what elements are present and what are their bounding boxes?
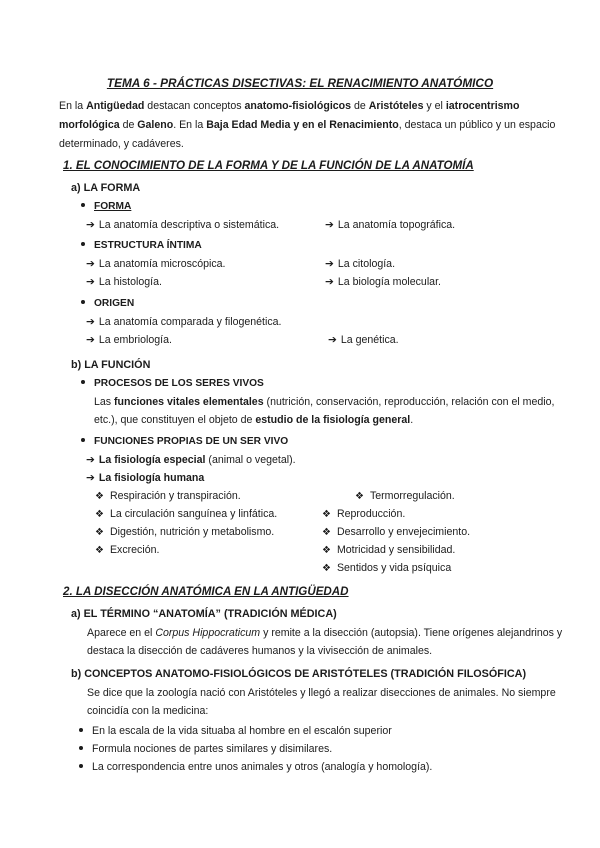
humana-item — [355, 489, 455, 504]
estructura-row1-left — [86, 257, 226, 271]
intro-line-3: determinado, y cadáveres. — [59, 138, 184, 150]
item-text: Termorregulación. — [369, 490, 455, 502]
arrow-right-icon: ➔ — [86, 316, 95, 328]
diamond-bullet-icon: ❖ — [322, 545, 331, 556]
section-2a-line-2: destaca la disección de cadáveres humanos y la vivisección de animales. — [87, 645, 433, 657]
body-text: (animal o vegetal). — [205, 454, 296, 466]
body-bold: funciones vitales elementales — [114, 396, 264, 408]
procesos-line-2 — [94, 413, 413, 427]
item-text: La anatomía comparada y filogenética. — [98, 316, 282, 328]
bullet-dot-icon — [81, 438, 85, 442]
bullet-dot-icon — [79, 746, 83, 750]
document-title: TEMA 6 - PRÁCTICAS DISECTIVAS: EL RENACIMIENTO ANATÓMICO — [106, 76, 494, 90]
item-text: Reproducción. — [336, 508, 406, 520]
section-2b-heading: b) CONCEPTOS ANATOMO-FISIOLÓGICOS DE ARISTÓTELES (TRADICIÓN FILOSÓFICA) — [71, 668, 527, 680]
item-text: Excreción. — [109, 544, 160, 556]
intro-text: de — [119, 119, 138, 131]
humana-item — [322, 525, 470, 540]
body-text: . — [410, 414, 414, 426]
humana-item — [322, 561, 451, 576]
item-text: La anatomía descriptiva o sistemática. — [98, 219, 280, 231]
estructura-row1-right — [325, 257, 395, 271]
humana-item — [95, 489, 241, 504]
origen-row1 — [86, 315, 281, 329]
diamond-bullet-icon: ❖ — [322, 527, 331, 538]
aristoteles-bullet — [79, 742, 332, 756]
arrow-right-icon: ➔ — [86, 258, 95, 270]
humana-item — [322, 543, 455, 558]
arrow-right-icon: ➔ — [328, 334, 337, 346]
section-2a-heading: a) EL TÉRMINO “ANATOMÍA” (TRADICIÓN MÉDICA) — [71, 608, 337, 620]
aristoteles-bullet — [79, 760, 432, 774]
origen-row2-right — [328, 333, 399, 347]
estructura-row2-left — [86, 275, 162, 289]
diamond-bullet-icon: ❖ — [322, 563, 331, 574]
arrow-right-icon: ➔ — [86, 276, 95, 288]
item-text: La correspondencia entre unos animales y otros (analogía y homología). — [92, 761, 433, 773]
estructura-label: ESTRUCTURA ÍNTIMA — [94, 240, 202, 251]
forma-label: FORMA — [94, 201, 132, 212]
fisiologia-humana — [86, 471, 204, 485]
humana-item — [95, 525, 274, 540]
bullet-origen — [81, 297, 134, 311]
section-2b-line-1: Se dice que la zoología nació con Aristóteles y llegó a realizar disecciones de animales. No siempre — [87, 687, 556, 699]
item-text: Desarrollo y envejecimiento. — [336, 526, 471, 538]
arrow-right-icon: ➔ — [86, 454, 95, 466]
body-text: y remite a la disección (autopsia). Tiene orígenes alejandrinos y — [260, 627, 563, 639]
item-text: La histología. — [98, 276, 162, 288]
item-text: Motricidad y sensibilidad. — [336, 544, 456, 556]
intro-text: de — [351, 100, 369, 112]
forma-left — [86, 218, 279, 232]
body-text: etc.), que constituyen el objeto de — [94, 414, 256, 426]
item-text: La circulación sanguínea y linfática. — [109, 508, 278, 520]
forma-right — [325, 218, 455, 232]
body-text: Las — [94, 396, 115, 408]
bullet-funciones — [81, 435, 288, 449]
humana-item — [322, 507, 405, 522]
diamond-bullet-icon: ❖ — [95, 545, 104, 556]
intro-text: , destaca un público y un espacio — [398, 119, 556, 131]
intro-bold: iatrocentrismo — [445, 100, 520, 112]
body-text: Aparece en el — [87, 627, 156, 639]
bullet-dot-icon — [81, 300, 85, 304]
diamond-bullet-icon: ❖ — [95, 509, 104, 520]
procesos-label: PROCESOS DE LOS SERES VIVOS — [94, 378, 264, 389]
bullet-estructura — [81, 239, 202, 253]
bullet-dot-icon — [79, 728, 83, 732]
item-text: La genética. — [340, 334, 399, 346]
item-text: Formula nociones de partes similares y disimilares. — [92, 743, 333, 755]
procesos-line-1 — [94, 395, 554, 409]
aristoteles-bullet — [79, 724, 392, 738]
arrow-right-icon: ➔ — [325, 258, 334, 270]
arrow-right-icon: ➔ — [86, 472, 95, 484]
item-text: La anatomía topográfica. — [337, 219, 456, 231]
item-text: Sentidos y vida psíquica — [336, 562, 452, 574]
diamond-bullet-icon: ❖ — [322, 509, 331, 520]
intro-bold: Galeno — [137, 119, 174, 131]
item-text: En la escala de la vida situaba al hombre en el escalón superior — [92, 725, 392, 737]
diamond-bullet-icon: ❖ — [355, 491, 364, 502]
intro-bold: Antigüedad — [86, 100, 145, 112]
body-bold: La fisiología especial — [98, 454, 206, 466]
intro-line-2 — [59, 118, 555, 132]
section-2a-line-1 — [87, 626, 562, 640]
funciones-label: FUNCIONES PROPIAS DE UN SER VIVO — [94, 436, 289, 447]
item-text: La anatomía microscópica. — [98, 258, 226, 270]
bullet-dot-icon — [81, 242, 85, 246]
intro-bold: Baja Edad Media y en el Renacimiento — [206, 119, 399, 131]
intro-bold: Aristóteles — [368, 100, 424, 112]
diamond-bullet-icon: ❖ — [95, 527, 104, 538]
section-1-heading: 1. EL CONOCIMIENTO DE LA FORMA Y DE LA FUNCIÓN DE LA ANATOMÍA — [63, 159, 474, 172]
arrow-right-icon: ➔ — [325, 276, 334, 288]
arrow-right-icon: ➔ — [325, 219, 334, 231]
item-text: La biología molecular. — [337, 276, 441, 288]
intro-text: En la — [59, 100, 87, 112]
origen-row2-left — [86, 333, 172, 347]
item-text: Respiración y transpiración. — [109, 490, 241, 502]
section-1b-heading: b) LA FUNCIÓN — [71, 359, 151, 371]
item-text: Digestión, nutrición y metabolismo. — [109, 526, 275, 538]
item-text: La embriología. — [98, 334, 172, 346]
bullet-procesos — [81, 377, 264, 391]
item-text: La citología. — [337, 258, 396, 270]
body-italic: Corpus Hippocraticum — [155, 627, 261, 639]
section-1a-heading: a) LA FORMA — [71, 182, 141, 194]
intro-text: destacan conceptos — [144, 100, 245, 112]
arrow-right-icon: ➔ — [86, 219, 95, 231]
body-bold: estudio de la fisiología general — [255, 414, 411, 426]
bullet-forma — [81, 200, 131, 214]
fisiologia-especial — [86, 453, 296, 467]
intro-text: y el — [423, 100, 446, 112]
origen-label: ORIGEN — [94, 298, 135, 309]
section-2b-line-2: coincidía con la medicina: — [87, 705, 209, 717]
intro-bold: anatomo-fisiológicos — [244, 100, 352, 112]
arrow-right-icon: ➔ — [86, 334, 95, 346]
bullet-dot-icon — [79, 764, 83, 768]
section-2-heading: 2. LA DISECCIÓN ANATÓMICA EN LA ANTIGÜEDAD — [63, 585, 349, 598]
intro-bold: morfológica — [59, 119, 120, 131]
bullet-dot-icon — [81, 203, 85, 207]
body-text: (nutrición, conservación, reproducción, relación con el medio, — [263, 396, 555, 408]
diamond-bullet-icon: ❖ — [95, 491, 104, 502]
bullet-dot-icon — [81, 380, 85, 384]
humana-item — [95, 543, 159, 558]
intro-text: . En la — [173, 119, 207, 131]
body-bold: La fisiología humana — [98, 472, 205, 484]
estructura-row2-right — [325, 275, 441, 289]
humana-item — [95, 507, 277, 522]
intro-line-1 — [59, 99, 519, 113]
